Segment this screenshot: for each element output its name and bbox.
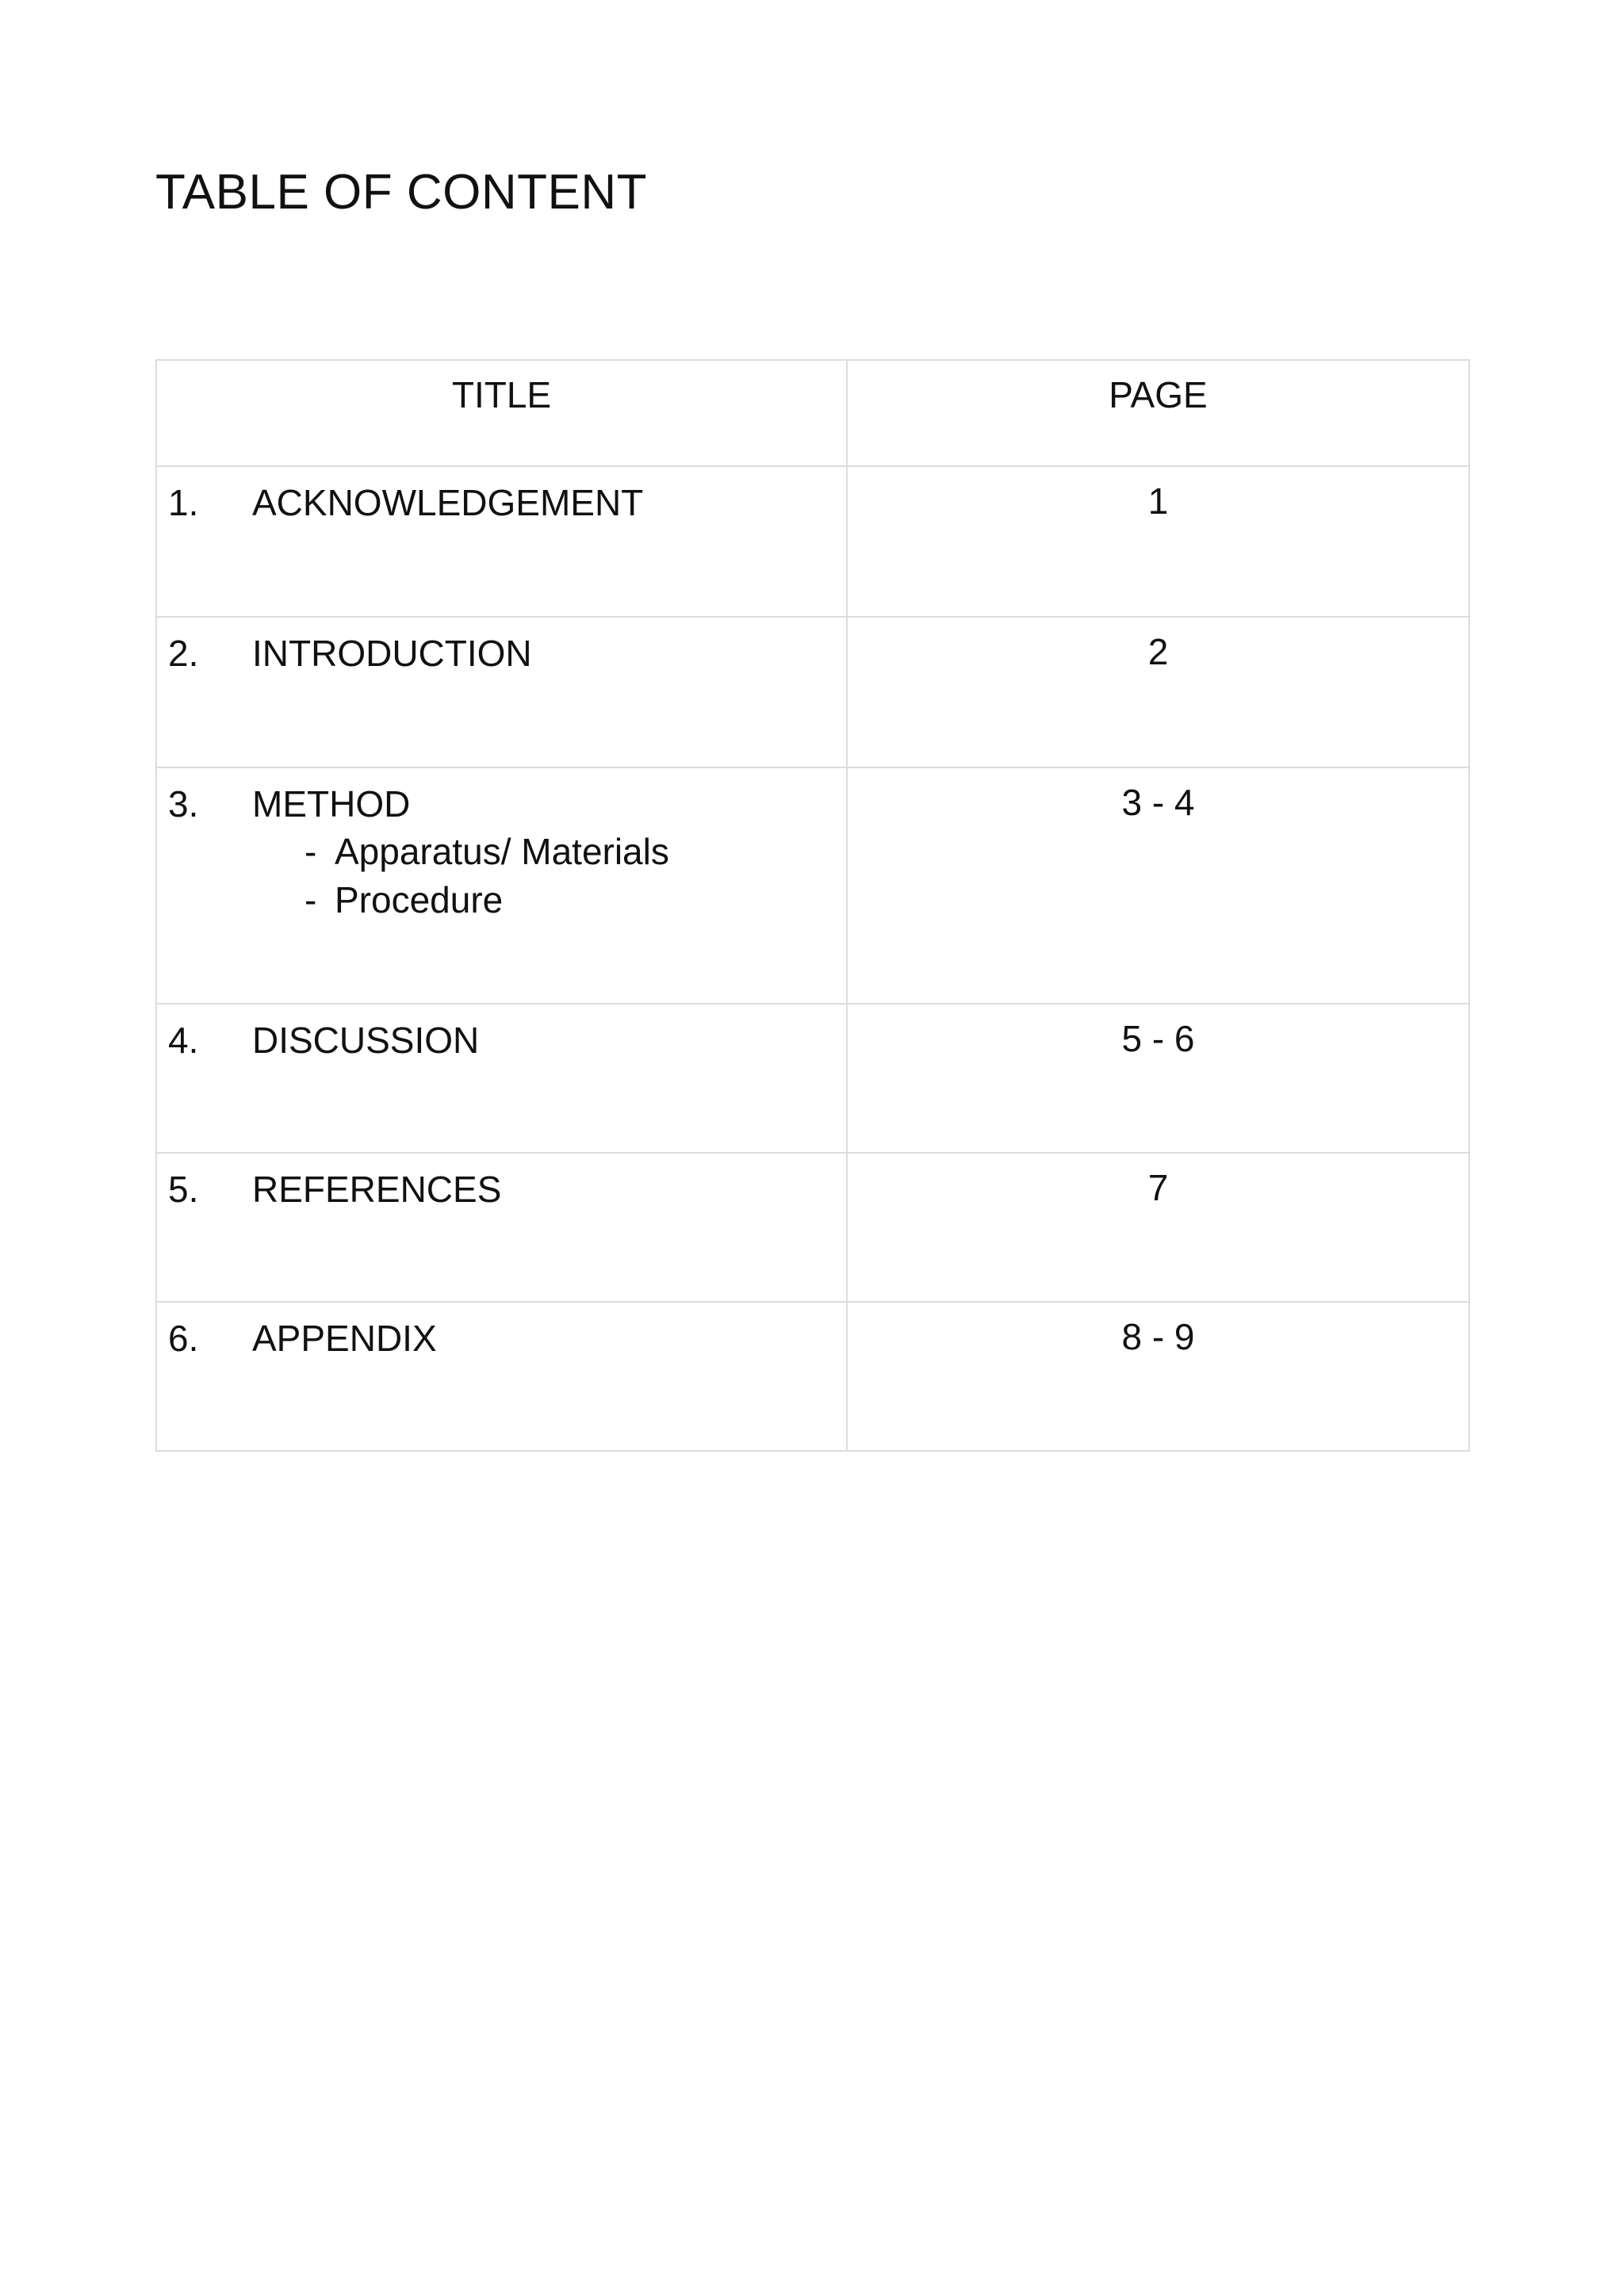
entry-page: 2 [847,617,1469,767]
entry-title: DISCUSSION [252,1020,480,1061]
table-row [156,767,1469,1004]
entry-number: 5. [168,1169,199,1210]
table-row [156,1302,1469,1451]
entry-title: INTRODUCTION [252,633,532,674]
subitem [304,876,846,924]
entry-page: 5 - 6 [847,1004,1469,1153]
page-column-header: PAGE [847,360,1469,466]
subitem-label: Procedure [335,878,504,920]
entry-number: 2. [168,633,199,674]
subitem-list [168,828,846,924]
entry-page: 8 - 9 [847,1302,1469,1451]
table-header-row [156,360,1469,466]
entry-title: METHOD [252,783,411,825]
page-title: TABLE OF CONTENT [155,165,648,220]
entry-title-cell [156,617,847,767]
subitem-marker: - [304,878,317,920]
entry-title-cell [156,767,847,1004]
entry-title: REFERENCES [252,1169,502,1210]
entry-title-cell [156,466,847,617]
subitem [304,828,846,876]
entry-title-cell [156,1302,847,1451]
entry-number: 6. [168,1318,199,1359]
entry-number: 1. [168,482,199,523]
table-row [156,1004,1469,1153]
table-row [156,617,1469,767]
entry-title-cell [156,1004,847,1153]
subitem-marker: - [304,830,317,872]
entry-page: 3 - 4 [847,767,1469,1004]
entry-page: 1 [847,466,1469,617]
title-column-header: TITLE [156,360,847,466]
table-row [156,1153,1469,1302]
entry-title-cell [156,1153,847,1302]
entry-title: ACKNOWLEDGEMENT [252,482,644,523]
entry-number: 4. [168,1020,199,1061]
table-row [156,466,1469,617]
table-of-contents [155,359,1470,1452]
entry-number: 3. [168,783,199,825]
subitem-label: Apparatus/ Materials [335,830,669,872]
entry-title: APPENDIX [252,1318,437,1359]
entry-page: 7 [847,1153,1469,1302]
